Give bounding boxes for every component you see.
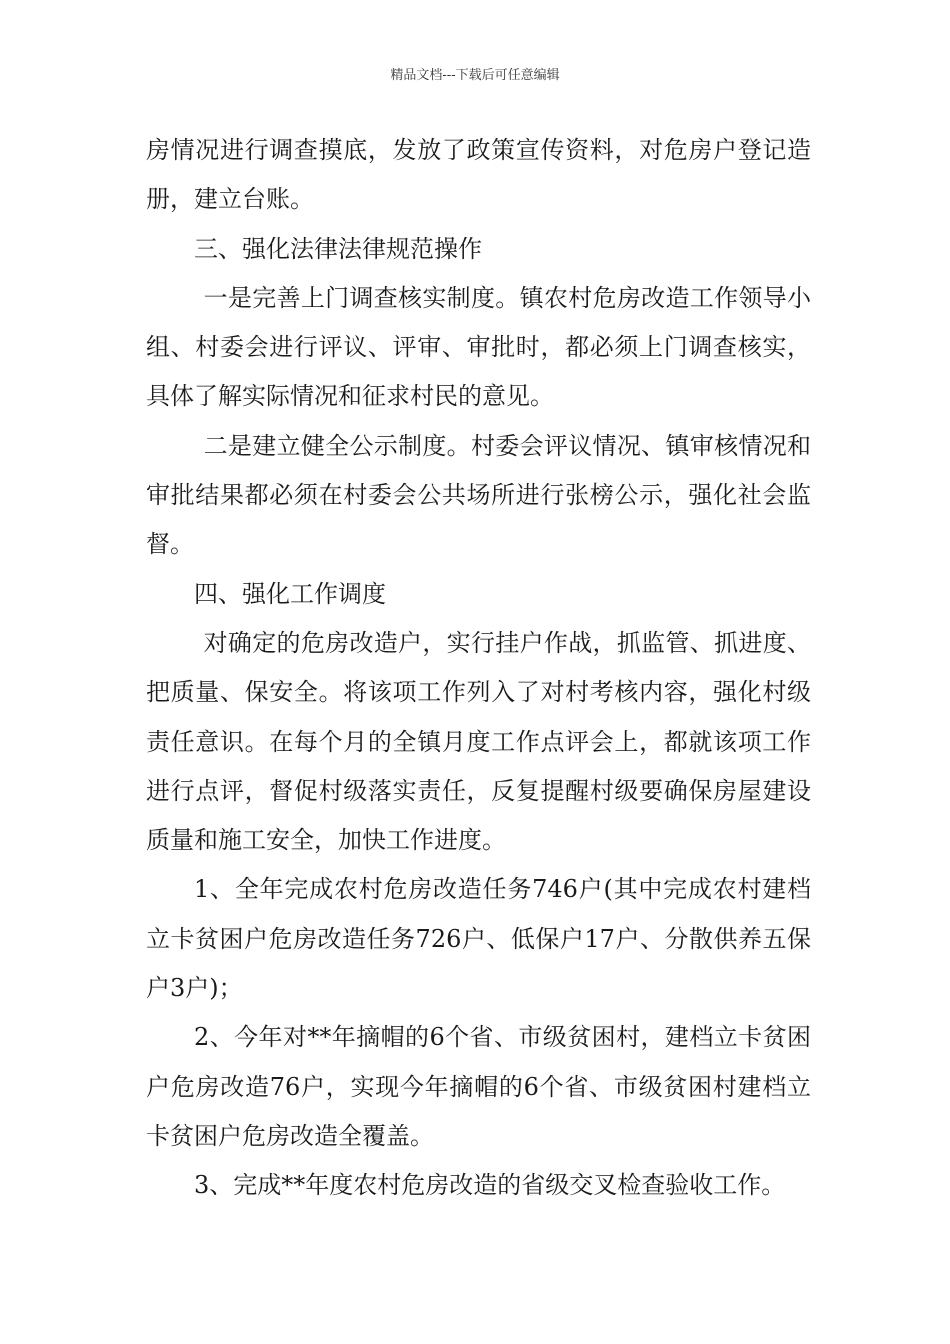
page-header: 精品文档---下载后可任意编辑 [390, 68, 560, 83]
list-item-2: 2、今年对**年摘帽的6个省、市级贫困村，建档立卡贫困户危房改造76户，实现今年摘帽的6个省、市级贫困村建档立卡贫困户危房改造全覆盖。 [146, 1023, 811, 1150]
paragraph-visit-verification: 一是完善上门调查核实制度。镇农村危房改造工作领导小组、村委会进行评议、评审、审批时，都必须上门调查核实，具体了解实际情况和征求村民的意见。 [146, 283, 811, 411]
list-item-3: 3、完成**年度农村危房改造的省级交叉检查验收工作。 [194, 1171, 786, 1200]
document-body [146, 126, 811, 1211]
section-heading-4: 四、强化工作调度 [194, 579, 386, 608]
section-heading-3: 三、强化法律法律规范操作 [194, 234, 482, 263]
paragraph-public-notice: 二是建立健全公示制度。村委会评议情况、镇审核情况和审批结果都必须在村委会公共场所进行张榜公示，强化社会监督。 [146, 431, 811, 559]
paragraph-continuation: 房情况进行调查摸底，发放了政策宣传资料，对危房户登记造册，建立台账。 [146, 136, 811, 214]
paragraph-work-scheduling: 对确定的危房改造户，实行挂户作战，抓监管、抓进度、把质量、保安全。将该项工作列入了对村考核内容，强化村级责任意识。在每个月的全镇月度工作点评会上，都就该项工作进行点评，督促村级落实责任，反复提醒村级要确保房屋建设质量和施工安全，加快工作进度。 [146, 628, 811, 855]
list-item-1: 1、全年完成农村危房改造任务746户(其中完成农村建档立卡贫困户危房改造任务726户、低保户17户、分散供养五保户3户)； [146, 875, 811, 1003]
